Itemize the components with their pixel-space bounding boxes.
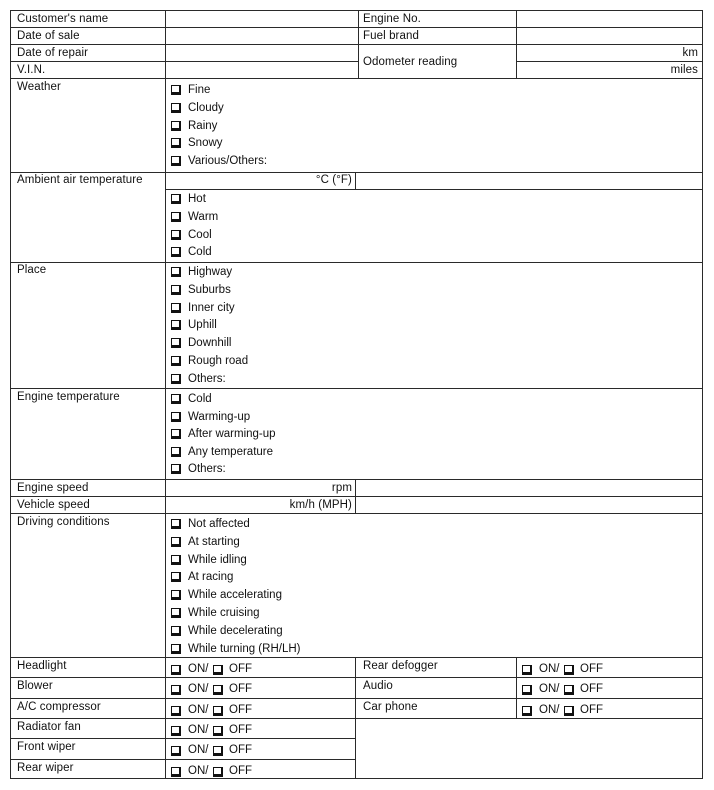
after-warming-up-option-label: After warming-up [188,428,276,441]
vin-label: V.I.N. [17,64,46,76]
uphill-checkbox[interactable] [171,320,181,330]
rear-wiper-label: Rear wiper [17,761,74,774]
on-label: ON/ [188,764,209,777]
while-accelerating-checkbox[interactable] [171,590,181,600]
rear-defogger-off-checkbox[interactable] [564,665,574,675]
inner-city-checkbox[interactable] [171,303,181,313]
vehicle-inquiry-form [10,10,703,779]
driving-conditions-label: Driving conditions [17,516,110,528]
snowy-checkbox[interactable] [171,138,181,148]
cloudy-option-label: Cloudy [188,101,224,114]
car-phone-on-checkbox[interactable] [522,706,532,716]
odometer-reading-label: Odometer reading [363,56,458,68]
warm-checkbox[interactable] [171,212,181,222]
off-label: OFF [580,703,603,716]
on-label: ON/ [188,683,209,696]
cold-option-label: Cold [188,393,212,405]
various-others-option-label: Various/Others: [188,155,268,168]
miles-unit: miles [670,64,698,76]
audio-on-checkbox[interactable] [522,685,532,695]
not-affected-option-label: Not affected [188,518,250,530]
front-wiper-label: Front wiper [17,741,76,754]
cool-option-label: Cool [188,228,212,241]
date-of-sale-label: Date of sale [17,30,80,42]
blower-on-checkbox[interactable] [171,685,181,695]
on-label: ON/ [188,663,209,675]
others-option-label: Others: [188,463,226,476]
rainy-option-label: Rainy [188,119,218,132]
at-racing-checkbox[interactable] [171,572,181,582]
highway-checkbox[interactable] [171,267,181,277]
front-wiper-on-checkbox[interactable] [171,746,181,756]
customer-name-label: Customer's name [17,13,109,25]
not-affected-checkbox[interactable] [171,519,181,529]
while-accelerating-option-label: While accelerating [188,589,282,602]
while-idling-option-label: While idling [188,553,247,566]
warming-up-option-label: Warming-up [188,410,251,423]
engine-speed-unit: rpm [331,482,352,494]
off-label: OFF [229,703,252,716]
any-temperature-checkbox[interactable] [171,447,181,457]
on-label: ON/ [188,744,209,757]
vehicle-speed-label: Vehicle speed [17,499,90,511]
engine-temp-label: Engine temperature [17,391,120,403]
off-label: OFF [229,764,252,777]
rear-defogger-on-checkbox[interactable] [522,665,532,675]
weather-label: Weather [17,81,61,93]
front-wiper-off-checkbox[interactable] [213,746,223,756]
any-temperature-option-label: Any temperature [188,445,274,458]
off-label: OFF [229,683,252,696]
suburbs-checkbox[interactable] [171,285,181,295]
others-checkbox[interactable] [171,464,181,474]
while-cruising-option-label: While cruising [188,607,260,619]
cool-checkbox[interactable] [171,230,181,240]
rear-wiper-off-checkbox[interactable] [213,767,223,777]
on-label: ON/ [188,723,209,736]
downhill-checkbox[interactable] [171,338,181,348]
radiator-fan-off-checkbox[interactable] [213,726,223,736]
while-turning-rh-lh-option-label: While turning (RH/LH) [188,642,301,655]
vehicle-speed-unit: km/h (MPH) [289,499,352,511]
a-c-compressor-off-checkbox[interactable] [213,706,223,716]
off-label: OFF [229,723,252,736]
car-phone-label: Car phone [363,700,418,713]
cold-checkbox[interactable] [171,247,181,257]
off-label: OFF [229,744,252,757]
on-label: ON/ [188,703,209,716]
on-label: ON/ [539,663,560,675]
radiator-fan-on-checkbox[interactable] [171,726,181,736]
while-turning-rh-lh-checkbox[interactable] [171,644,181,654]
warming-up-checkbox[interactable] [171,412,181,422]
hot-option-label: Hot [188,193,206,205]
blower-off-checkbox[interactable] [213,685,223,695]
off-label: OFF [580,683,603,696]
various-others-checkbox[interactable] [171,156,181,166]
off-label: OFF [229,663,252,675]
off-label: OFF [580,663,603,675]
rough-road-option-label: Rough road [188,355,249,367]
while-cruising-checkbox[interactable] [171,608,181,618]
rear-wiper-on-checkbox[interactable] [171,767,181,777]
fuel-brand-label: Fuel brand [363,30,419,42]
uphill-option-label: Uphill [188,319,217,332]
rear-defogger-label: Rear defogger [363,660,438,672]
engine-speed-label: Engine speed [17,482,89,494]
rainy-checkbox[interactable] [171,121,181,131]
after-warming-up-checkbox[interactable] [171,429,181,439]
at-racing-option-label: At racing [188,571,234,584]
while-idling-checkbox[interactable] [171,555,181,565]
on-label: ON/ [539,683,560,696]
highway-option-label: Highway [188,266,233,278]
headlight-label: Headlight [17,660,67,672]
others-checkbox[interactable] [171,374,181,384]
place-label: Place [17,264,47,276]
snowy-option-label: Snowy [188,137,223,150]
while-decelerating-checkbox[interactable] [171,626,181,636]
rough-road-checkbox[interactable] [171,356,181,366]
date-of-repair-label: Date of repair [17,47,89,59]
car-phone-off-checkbox[interactable] [564,706,574,716]
suburbs-option-label: Suburbs [188,283,231,296]
fine-option-label: Fine [188,84,211,96]
while-decelerating-option-label: While decelerating [188,624,283,637]
audio-off-checkbox[interactable] [564,685,574,695]
cold-option-label: Cold [188,246,212,259]
fine-checkbox[interactable] [171,85,181,95]
audio-label: Audio [363,680,393,693]
a-c-compressor-label: A/C compressor [17,700,101,713]
radiator-fan-label: Radiator fan [17,720,81,733]
km-unit: km [682,47,698,59]
headlight-off-checkbox[interactable] [213,665,223,675]
a-c-compressor-on-checkbox[interactable] [171,706,181,716]
at-starting-checkbox[interactable] [171,537,181,547]
hot-checkbox[interactable] [171,194,181,204]
warm-option-label: Warm [188,210,219,223]
cold-checkbox[interactable] [171,394,181,404]
cloudy-checkbox[interactable] [171,103,181,113]
on-label: ON/ [539,703,560,716]
blower-label: Blower [17,680,53,693]
engine-no-label: Engine No. [363,13,421,25]
ambient-temp-unit: °C (°F) [315,174,352,186]
inner-city-option-label: Inner city [188,301,235,314]
headlight-on-checkbox[interactable] [171,665,181,675]
downhill-option-label: Downhill [188,337,232,350]
ambient-temp-label: Ambient air temperature [17,174,143,186]
at-starting-option-label: At starting [188,535,240,548]
others-option-label: Others: [188,372,226,385]
